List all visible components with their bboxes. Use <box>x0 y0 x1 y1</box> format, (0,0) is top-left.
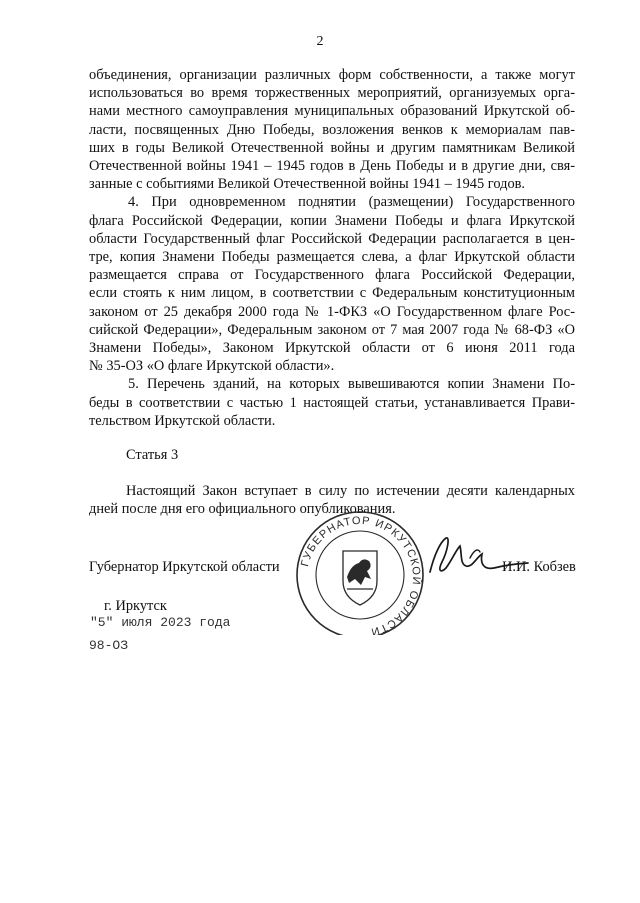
law-text <box>89 66 575 519</box>
text-line: области Государственный флаг Российской Федерации располагается в цен- <box>89 230 575 247</box>
text-line: флага Российской Федерации, копии Знамени Победы и флага Иркутской <box>89 212 575 229</box>
text-line: Знамени Победы», Законом Иркутской области от 6 июня 2011 года <box>89 340 575 357</box>
text-line: объединения, организации различных форм собственности, а также могут <box>89 67 575 83</box>
text-line: размещается справа от Государственного флага Российской Федерации, <box>89 267 575 284</box>
page-number: 2 <box>316 34 324 49</box>
city: г. Иркутск <box>104 598 167 614</box>
article-text-line: дней после дня его официального опубликования. <box>89 501 396 518</box>
text-line: занные с событиями Великой Отечественной войны 1941 – 1945 годов. <box>89 176 526 193</box>
handwritten-signature <box>410 528 540 584</box>
text-line: ласти, посвященных Дню Победы, возложения венков к мемориалам пав- <box>89 121 575 138</box>
text-line: если стоять к ним лицом, в соответствии с Федеральным конституционным <box>89 285 575 302</box>
document-number: 98-ОЗ <box>89 638 129 653</box>
article-heading: Статья 3 <box>126 447 179 464</box>
text-line: сийской Федерации», Федеральным законом от 7 мая 2007 года № 68-ФЗ «О <box>89 321 575 338</box>
text-line: тельством Иркутской области. <box>89 412 276 429</box>
signatory-name: И.И. Кобзев <box>502 559 576 575</box>
svg-text:ГУБЕРНАТОР ИРКУТСКОЙ ОБЛАСТИ: ГУБЕРНАТОР ИРКУТСКОЙ ОБЛАСТИ <box>299 514 423 635</box>
signatory-title: Губернатор Иркутской области <box>89 559 280 575</box>
document-date: "5" июля 2023 года <box>90 615 231 630</box>
text-line: беды в соответствии с частью 1 настоящей статьи, устанавливается Прави- <box>89 394 575 411</box>
article-text-line: Настоящий Закон вступает в силу по истечении десяти календарных <box>126 483 575 500</box>
text-line: Отечественной войны 1941 – 1945 годов в День Победы и в другие дни, свя- <box>89 158 575 175</box>
text-line: ших в годы Великой Отечественной войны и другим памятникам Великой <box>89 139 575 156</box>
text-line: № 35-ОЗ «О флаге Иркутской области». <box>89 358 335 375</box>
text-line: использоваться во время торжественных мероприятий, организуемых орга- <box>89 85 575 102</box>
text-line: нами местного самоуправления муниципальных образований Иркутской об- <box>89 103 575 120</box>
text-line: 4. При одновременном поднятии (размещении) Государственного <box>128 194 575 211</box>
text-line: законом от 25 декабря 2000 года № 1-ФКЗ «О Государственном флаге Рос- <box>89 303 575 320</box>
text-line: 5. Перечень зданий, на которых вывешиваются копии Знамени По- <box>128 376 575 393</box>
text-line: тре, копия Знамени Победы размещается слева, а флаг Иркутской области <box>89 249 575 266</box>
